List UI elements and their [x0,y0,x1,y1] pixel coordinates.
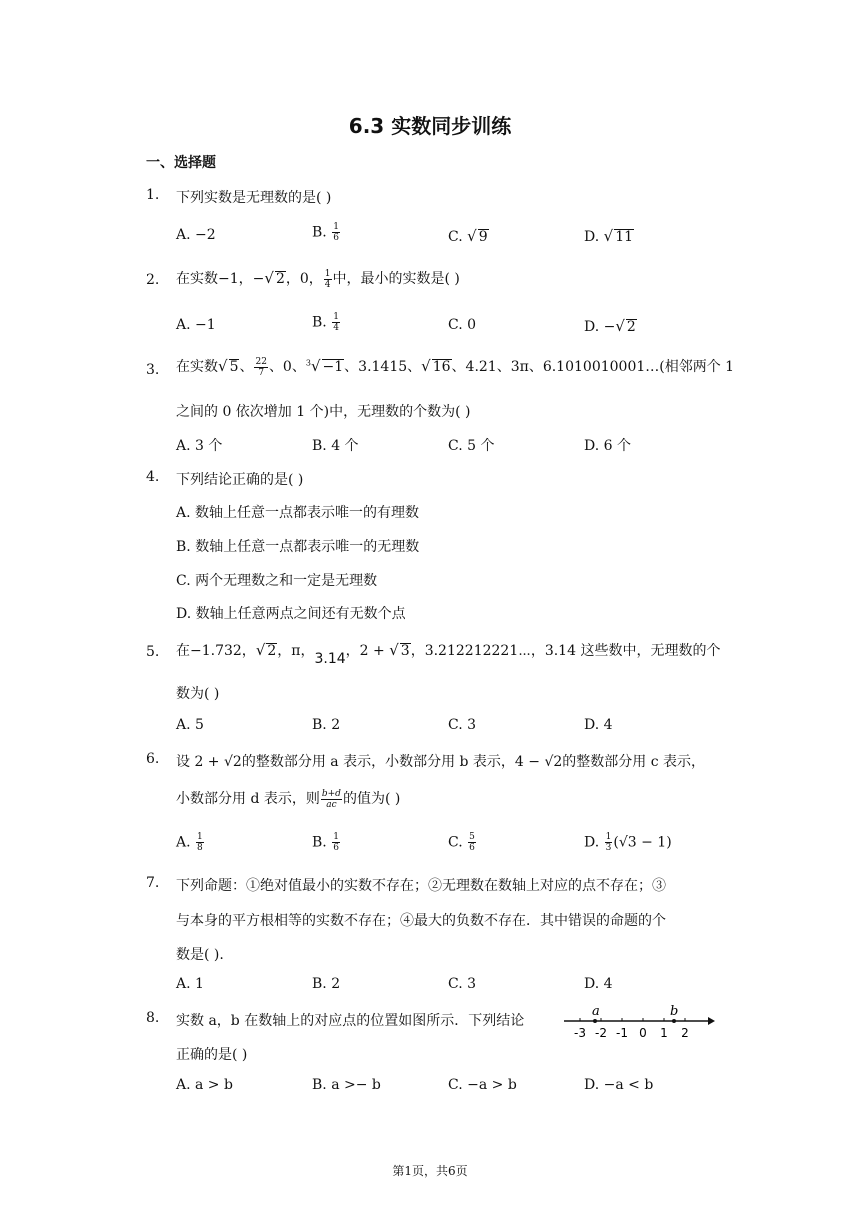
question-5-number: 5. [146,644,160,660]
question-7-number: 7. [146,875,160,891]
q5-option-b: B. 2 [312,717,341,733]
q5-option-d: D. 4 [584,717,613,733]
question-2-stem: 在实数−1，−√ 2，0， $\frac{1}{4}$ 中，最小的实数是( ) [176,268,460,290]
q4-option-a: A. 数轴上任意一点都表示唯一的有理数 [176,505,420,521]
q1-option-a: A. −2 [176,227,216,243]
q7-option-a: A. 1 [176,976,204,992]
question-7-line-1: 下列命题：①绝对值最小的实数不存在；②无理数在数轴上对应的点不存在；③ [176,878,666,894]
question-4-number: 4. [146,469,160,485]
q1-option-d: D. √ 11 [584,227,634,245]
q4-option-d: D. 数轴上任意两点之间还有无数个点 [176,606,406,622]
q7-option-b: B. 2 [312,976,341,992]
axis-tick-label: 0 [639,1026,647,1040]
q5-option-a: A. 5 [176,717,204,733]
q2-option-a: A. −1 [176,317,216,333]
question-8-line-2: 正确的是( ) [176,1047,248,1063]
point-a-dot [593,1019,597,1023]
q3-option-a: A. 3 个 [176,438,223,454]
question-6-line-2: 小数部分用 d 表示，则 $\frac{b+d}{ac}$ 的值为( ) [176,788,401,810]
q2-option-c: C. 0 [448,317,477,333]
question-6-line-1: 设 2 + √2的整数部分用 a 表示，小数部分用 b 表示，4 − √2的整数部分用 c 表示， [176,754,706,770]
question-3-number: 3. [146,362,160,378]
axis-tick-label: -3 [574,1026,586,1040]
section-heading: 一、选择题 [146,155,216,171]
axis-tick-label: 2 [681,1026,689,1040]
q2-option-b: B. $\frac{1}{4}$ [312,312,339,333]
q6-option-d: D. $\frac{1}{3}$ (√3 − 1) [584,832,672,853]
axis-tick-label: 1 [660,1026,668,1040]
page-title: 6.3 实数同步训练 [348,114,512,138]
q1-option-b: B. $\frac{1}{6}$ [312,222,339,243]
question-3-line-2: 之间的 0 依次增加 1 个)中，无理数的个数为( ) [176,404,471,420]
q5-option-c: C. 3 [448,717,477,733]
number-line-arrow [708,1017,715,1025]
question-1-stem: 下列实数是无理数的是( ) [176,190,332,206]
question-1-number: 1. [146,187,160,203]
point-b-label: b [670,1004,679,1019]
q8-option-b: B. a >− b [312,1077,381,1093]
question-7-line-3: 数是( ). [176,947,224,963]
page-footer: 第1页，共6页 [392,1164,468,1178]
q3-option-b: B. 4 个 [312,438,359,454]
q6-option-c: C. $\frac{5}{6}$ [448,832,475,853]
q8-option-c: C. −a > b [448,1077,517,1093]
q4-option-c: C. 两个无理数之和一定是无理数 [176,573,378,589]
point-a-label: a [592,1004,600,1019]
q3-option-d: D. 6 个 [584,438,631,454]
q2-option-d: D. −√ 2 [584,317,636,335]
point-b-dot [672,1019,676,1023]
q8-option-d: D. −a < b [584,1077,654,1093]
q3-option-c: C. 5 个 [448,438,495,454]
question-5-line-2: 数为( ) [176,686,220,702]
question-6-number: 6. [146,751,160,767]
axis-tick-label: -2 [595,1026,607,1040]
q6-option-a: A. $\frac{1}{8}$ [176,832,203,853]
question-2-number: 2. [146,272,160,288]
question-8-line-1: 实数 a，b 在数轴上的对应点的位置如图所示．下列结论 [176,1013,525,1029]
q4-option-b: B. 数轴上任意一点都表示唯一的无理数 [176,539,420,555]
q1-option-c: C. √ 9 [448,227,488,245]
question-4-stem: 下列结论正确的是( ) [176,472,304,488]
q8-option-a: A. a > b [176,1077,233,1093]
q6-option-b: B. $\frac{1}{6}$ [312,832,339,853]
question-7-line-2: 与本身的平方根相等的实数不存在；④最大的负数不存在．其中错误的命题的个 [176,913,666,929]
q7-option-c: C. 3 [448,976,477,992]
question-5-line-1: 在−1.732，√ 2，π，3.14，2 + √ 3，3.212212221⋯，3.14 这些数中，无理数的个 [176,641,721,667]
question-8-number: 8. [146,1010,160,1026]
number-line-figure [562,1002,716,1042]
q7-option-d: D. 4 [584,976,613,992]
axis-tick-label: -1 [616,1026,628,1040]
question-3-line-1: 在实数√ 5、 $\frac{22}{7}$ 、0、$^3$√ −1、3.1415、√ 16、4.21、3π、6.1010010001…(相邻两个 1 [176,356,735,378]
